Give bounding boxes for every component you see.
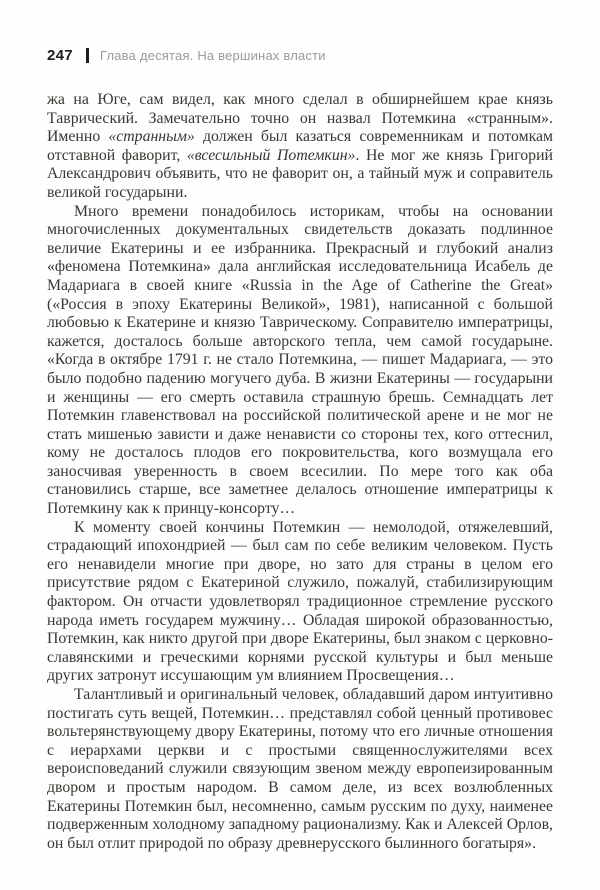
text-run: жа на Юге, сам видел, как много сделал в обширнейшем крае князь Таврический. Замечательно точно он назвал Потемкина «странным». Именно xyxy=(47,91,553,146)
emphasis-run: «странным» xyxy=(108,128,195,146)
paragraph-1 xyxy=(47,91,553,203)
page-header xyxy=(47,46,553,64)
page-text xyxy=(47,91,553,853)
chapter-title: Глава десятая. На вершинах власти xyxy=(99,47,326,63)
page-number: 247 xyxy=(47,46,73,64)
text-run: К моменту своей кончины Потемкин — немолодой, отяжелевший, страдающий ипохондрией — был сам по себе великим человеком. Пусть его ненавидели многие при дворе, но зато для страны в целом его присутствие рядом с Екатериной служило, пожалуй, стабилизирующим фактором. Он отчасти удовлетворял традиционное стремление русского народа иметь государем мужчину… Обладая широкой образованностью, Потемкин, как никто другой при дворе Екатерины, был знаком с церковно-славянскими и греческими корнями русской культуры и был меньше других затронут иссушающим ум влиянием Просвещения… xyxy=(47,518,553,685)
emphasis-run: «всесильный Потемкин» xyxy=(186,146,356,164)
text-run: Талантливый и оригинальный человек, обладавший даром интуитивно постигать суть вещей, Потемкин… представлял собой ценный противовес вольтерянствующему двору Екатерины, потому что его личные отношения с иерархами церкви и с простыми священнослужителями всех вероисповеданий служили связующим звеном между европеизированным двором и простым народом. В самом деле, из всех возлюбленных Екатерины Потемкин был, несомненно, самым русским по духу, наименее подверженным холодному западному рационализму. Как и Алексей Орлов, он был отлит природой по образу древнерусского былинного богатыря». xyxy=(47,686,553,852)
paragraph-4 xyxy=(47,686,553,853)
header-separator-bar xyxy=(86,48,89,63)
text-run: должен был казаться современникам и потомкам отставной фаворит, xyxy=(47,128,554,164)
paragraph-2 xyxy=(47,203,553,519)
text-run: Много времени понадобилось историкам, чтобы на основании многочисленных документальных свидетельств доказать подлинное величие Екатерины и ее избранника. Прекрасный и глубокий анализ «феномена Потемкина» дала английская исследовательница Исабель де Мадариага в своей книге «Russia in the Age of Catherine the Great» («Россия в эпоху Екатерины Великой», 1981), написанной с большой любовью к Екатерине и князю Таврическому. Соправителю императрицы, кажется, досталось больше авторского тепла, чем самой государыне. «Когда в октябре 1791 г. не стало Потемкина, — пишет Мадариага, — это было подобно падению могучего дуба. В жизни Екатерины — государыни и женщины — его смерть оставила страшную брешь. Семнадцать лет Потемкин главенствовал на российской политической арене и не мог не стать мишенью зависти и даже ненависти со стороны тех, кого оттеснил, кому не досталось плодов его покровительства, кого возмущала его заносчивая уверенность в своем всесилии. По мере того как оба становились старше, все заметнее делалось отношение императрицы к Потемкину как к принцу-консорту… xyxy=(47,202,553,518)
paragraph-3 xyxy=(47,519,553,686)
text-run: . Не мог же князь Григорий Александрович объявить, что не фаворит он, а тайный муж и соправитель великой государыни. xyxy=(47,146,553,201)
